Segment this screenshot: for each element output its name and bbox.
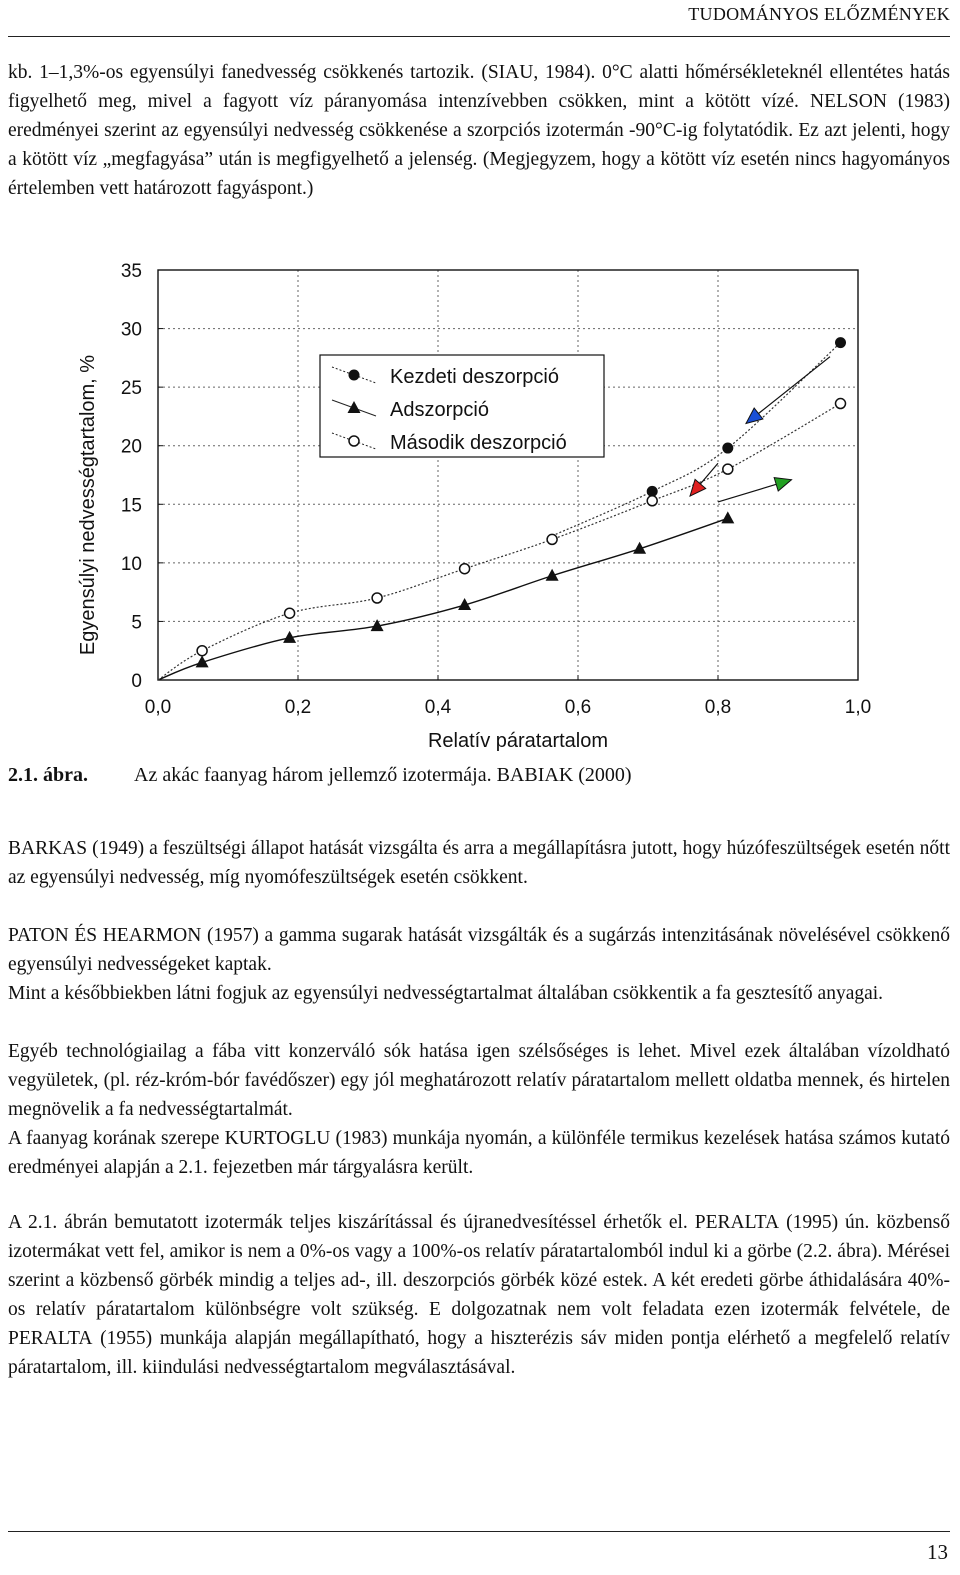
data-point-kezdeti bbox=[835, 337, 846, 348]
x-tick-label: 0,0 bbox=[144, 697, 172, 718]
paragraph-konzervalo bbox=[8, 1037, 950, 1124]
legend-label: Adszorpció bbox=[390, 399, 489, 421]
data-point-masodik bbox=[285, 608, 295, 618]
data-point-masodik bbox=[836, 399, 846, 409]
figure-caption bbox=[8, 764, 632, 787]
x-tick-label: 1,0 bbox=[844, 697, 872, 718]
y-tick-label: 35 bbox=[120, 261, 142, 282]
header-rule bbox=[8, 36, 950, 37]
x-tick-label: 0,2 bbox=[284, 697, 312, 718]
chart-svg bbox=[70, 250, 890, 760]
x-tick-label: 0,8 bbox=[704, 697, 732, 718]
data-point-masodik bbox=[372, 593, 382, 603]
text: (1983) munkája nyomán, a különféle termikus kezelések hatása számos kutató eredményei alapján a 2.1. fejezetben már tárgyalásra került. bbox=[8, 1128, 950, 1178]
data-point-masodik bbox=[547, 534, 557, 544]
x-tick-label: 0,6 bbox=[564, 697, 592, 718]
data-point-masodik bbox=[197, 646, 207, 656]
paragraph-peralta bbox=[8, 1208, 950, 1382]
author-kurtoglu: KURTOGLU bbox=[224, 1128, 331, 1149]
text: kb. 1–1,3%-os egyensúlyi fanedvesség csökkenés tartozik. ( bbox=[8, 62, 488, 83]
text: (1949) a feszültségi állapot hatását vizsgálta és arra a megállapításra jutott, hogy húzófeszültségek esetén nőtt az egyensúlyi nedvesség, míg nyomófeszültségek esetén csökkent. bbox=[8, 838, 950, 888]
data-point-masodik bbox=[460, 564, 470, 574]
y-tick-label: 0 bbox=[131, 671, 142, 692]
y-tick-label: 10 bbox=[120, 553, 142, 575]
data-point-kezdeti bbox=[722, 443, 733, 454]
y-tick-label: 5 bbox=[131, 612, 142, 634]
text: Mint a későbbiekben látni fogjuk az egyensúlyi nedvességtartalmat általában csökkentik a fa gesztesítő anyagai. bbox=[8, 983, 884, 1004]
paragraph-barkas bbox=[8, 834, 950, 892]
running-header: TUDOMÁNYOS ELŐZMÉNYEK bbox=[688, 4, 950, 24]
plot-frame bbox=[158, 270, 858, 680]
y-tick-label: 25 bbox=[120, 378, 142, 400]
text: A 2.1. ábrán bemutatott izotermák teljes kiszárítással és újranedvesítéssel érhetők el. bbox=[8, 1212, 695, 1233]
legend-label: Kezdeti deszorpció bbox=[390, 366, 559, 388]
adszorpcio-line bbox=[158, 518, 728, 680]
y-tick-label: 30 bbox=[120, 319, 142, 341]
author-paton-hearmon: PATON ÉS HEARMON bbox=[8, 925, 202, 946]
data-point-adszorpcio bbox=[721, 511, 734, 523]
author-peralta: PERALTA bbox=[694, 1212, 780, 1233]
text: (1983) eredményei szerint az egyensúlyi nedvesség csökkenése a szorpciós izotermán -90°C-ig folytatódik. Ez azt jelenti, hogy a kötött víz „megfagyása” után is megfigyelhető a jelenség. (Megjegyzem, hogy a kötött víz esetén nincs hagyományos értelemben vett határozott fagyáspont.) bbox=[8, 91, 950, 199]
y-tick-label: 20 bbox=[120, 436, 142, 458]
text: (1955) munkája alapján megállapítható, hogy a hiszterézis sáv miden pontja elérhető a megfelelő relatív páratartalom, ill. kiindulási nedvességtartalom megválasztásával. bbox=[8, 1328, 950, 1378]
text: Egyéb technológiailag a fába vitt konzerváló sók hatása igen szélsőséges is lehet. Mivel ezek általában vízoldható vegyületek, (pl. réz-króm-bór favédőszer) egy jól meghatározott relatív páratartalom mellett oldatba mennek, és hirtelen megnövelik a fa nedvességtartalmát. bbox=[8, 1041, 950, 1120]
blue-arrow-head bbox=[746, 408, 763, 423]
caption-year: (2000) bbox=[573, 764, 632, 786]
legend-label: Második deszorpció bbox=[390, 432, 567, 454]
text: , 1984). 0°C alatti hőmérsékleteknél ellentétes hatás figyelhető meg, mivel a fagyott víz páranyomása intenzívebben csökken, mint a kötött vízé. bbox=[8, 62, 950, 112]
y-tick-label: 15 bbox=[120, 495, 142, 517]
caption-text: Az akác faanyag három jellemző izotermája. bbox=[134, 764, 497, 786]
page-number: 13 bbox=[927, 1540, 948, 1564]
paragraph-paton bbox=[8, 921, 950, 979]
legend-marker bbox=[349, 436, 359, 446]
isotherm-chart bbox=[70, 250, 890, 760]
footer-rule bbox=[8, 1531, 950, 1532]
text: (1995) ún. közbenső izotermákat vett fel, amikor is nem a 0%-os vagy a 100%-os relatív páratartalomból indul ki a görbe (2.2. ábra). Mérései szerint a közbenső görbék mindig a teljes ad-, ill. deszorpciós görbék közé estek. A két eredeti görbe áthidalására 40%-os relatív páratartalom különbségre volt szükség. E dolgozatnak nem volt feladata ezen izotermák felvétele, de bbox=[8, 1212, 950, 1320]
author-siau: SIAU bbox=[487, 62, 534, 83]
text: (1957) a gamma sugarak hatását vizsgálták és a sugárzás intenzitásának növelésével csökkenő egyensúlyi nedvességeket kaptak. bbox=[8, 925, 951, 975]
author-nelson: NELSON bbox=[810, 91, 887, 112]
paragraph-intro bbox=[8, 58, 950, 203]
paragraph-gesztesito bbox=[8, 979, 950, 1008]
author-peralta: PERALTA bbox=[8, 1328, 93, 1349]
legend-marker bbox=[349, 370, 360, 381]
caption-author: BABIAK bbox=[496, 764, 574, 786]
text: A faanyag korának szerepe bbox=[8, 1128, 225, 1149]
author-barkas: BARKAS bbox=[8, 838, 88, 859]
paragraph-kurtoglu bbox=[8, 1124, 950, 1182]
y-axis-label: Egyensúlyi nedvességtartalom, % bbox=[77, 354, 99, 656]
green-arrow-head bbox=[774, 478, 791, 491]
x-axis-label: Relatív páratartalom bbox=[427, 730, 609, 752]
red-arrow-head bbox=[690, 479, 706, 496]
data-point-masodik bbox=[647, 496, 657, 506]
data-point-masodik bbox=[723, 464, 733, 474]
figure-number: 2.1. ábra. bbox=[8, 764, 88, 786]
x-tick-label: 0,4 bbox=[424, 697, 452, 718]
